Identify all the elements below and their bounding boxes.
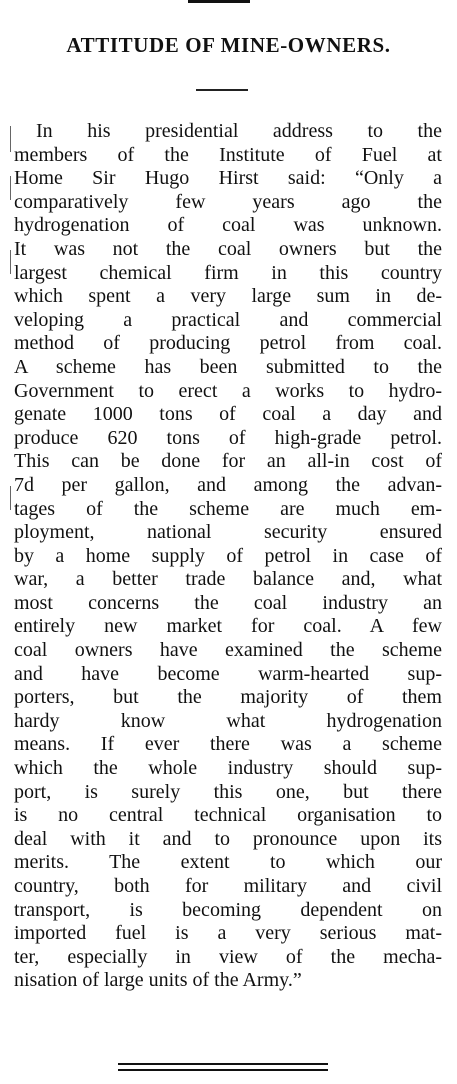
article-line: ployment, national security ensured [14, 521, 442, 544]
margin-mark [10, 250, 11, 274]
margin-mark [10, 126, 11, 152]
article-line: genate 1000 tons of coal a day and [14, 403, 442, 426]
article-line: war, a better trade balance and, what [14, 568, 442, 591]
article-line: It was not the coal owners but the [14, 237, 442, 260]
margin-mark [10, 176, 11, 200]
article-line: tages of the scheme are much em- [14, 497, 442, 520]
article-line: members of the Institute of Fuel at [14, 143, 442, 166]
end-rule-bottom [118, 1069, 328, 1071]
article-line: which spent a very large sum in de- [14, 285, 442, 308]
article-line: hardy know what hydrogenation [14, 709, 442, 732]
headline-divider [196, 89, 248, 91]
article-line: veloping a practical and commercial [14, 308, 442, 331]
article-line: This can be done for an all-in cost of [14, 450, 442, 473]
article-line: is no central technical organisation to [14, 804, 442, 827]
article-line: and have become warm-hearted sup- [14, 662, 442, 685]
article-line: ter, especially in view of the mecha- [14, 945, 442, 968]
article-line: largest chemical firm in this country [14, 261, 442, 284]
article-line: produce 620 tons of high-grade petrol. [14, 426, 442, 449]
headline: ATTITUDE OF MINE-OWNERS. [66, 33, 391, 57]
article-line: comparatively few years ago the [14, 190, 442, 213]
end-rule-top [118, 1063, 328, 1065]
article-line: In his presidential address to the [36, 120, 442, 142]
article-line: hydrogenation of coal was unknown. [14, 214, 442, 237]
article-line: method of producing petrol from coal. [14, 332, 442, 355]
article-line: deal with it and to pronounce upon its [14, 827, 442, 850]
article-line: porters, but the majority of them [14, 686, 442, 709]
article-line: Home Sir Hugo Hirst said: “Only a [14, 167, 442, 190]
top-rule [188, 0, 250, 3]
article-line: transport, is becoming dependent on [14, 898, 442, 921]
article-line: entirely new market for coal. A few [14, 615, 442, 638]
article-line: A scheme has been submitted to the [14, 355, 442, 378]
article-body [14, 120, 442, 993]
margin-mark [10, 486, 11, 510]
article-line: imported fuel is a very serious mat- [14, 922, 442, 945]
article-line: means. If ever there was a scheme [14, 733, 442, 756]
article-line: coal owners have examined the scheme [14, 639, 442, 662]
article-line: merits. The extent to which our [14, 851, 442, 874]
article-line: by a home supply of petrol in case of [14, 544, 442, 567]
article-line: most concerns the coal industry an [14, 591, 442, 614]
article-line: nisation of large units of the Army.” [14, 969, 302, 992]
article-line: Government to erect a works to hydro- [14, 379, 442, 402]
article-line: country, both for military and civil [14, 875, 442, 897]
article-line: which the whole industry should sup- [14, 757, 442, 780]
article-line: 7d per gallon, and among the advan- [14, 473, 442, 496]
article-line: port, is surely this one, but there [14, 780, 442, 803]
